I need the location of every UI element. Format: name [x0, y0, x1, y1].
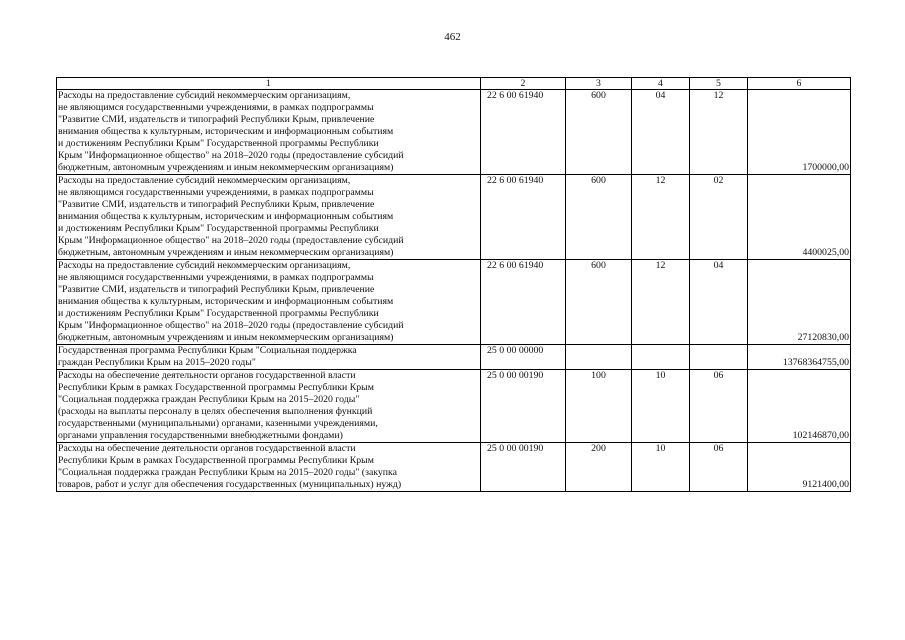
amount: 4400025,00	[748, 175, 851, 260]
target-article-code: 25 0 00 00000	[481, 345, 566, 370]
expense-type-code: 600	[566, 175, 632, 260]
section-code: 12	[632, 175, 690, 260]
target-article-code: 22 6 00 61940	[481, 260, 566, 345]
expense-name: Расходы на предоставление субсидий некоммерческим организациям, не являющимся государственными учреждениями, в рамках подпрограммы "Развитие СМИ, издательств и типографий Республики Крым, привлечение внимания общества к культурным, историческим и информационным событиям и достижениям Республики Крым" Государственной программы Республики Крым "Информационное общество" на 2018–2020 годы (предоставление субсидий бюджетным, автономным учреждениям и иным некоммерческим организациям)	[57, 175, 481, 260]
expense-type-code: 200	[566, 443, 632, 492]
target-article-code: 22 6 00 61940	[481, 175, 566, 260]
target-article-code: 25 0 00 00190	[481, 370, 566, 443]
expense-name: Расходы на обеспечение деятельности органов государственной власти Республики Крым в рамках Государственной программы Республики Крым "Социальная поддержка граждан Республики Крым на 2015–2020 годы" (закупка товаров, работ и услуг для обеспечения государственных (муниципальных) нужд)	[57, 443, 481, 492]
amount: 102146870,00	[748, 370, 851, 443]
table-row	[57, 443, 851, 492]
amount: 27120830,00	[748, 260, 851, 345]
subsection-code: 04	[690, 260, 748, 345]
table-row	[57, 175, 851, 260]
expense-type-code: 100	[566, 370, 632, 443]
page-number: 462	[444, 31, 461, 43]
amount: 13768364755,00	[748, 345, 851, 370]
section-code: 12	[632, 260, 690, 345]
section-code: 04	[632, 90, 690, 175]
table-row	[57, 345, 851, 370]
table-row	[57, 90, 851, 175]
expense-type-code: 600	[566, 90, 632, 175]
column-header: 5	[690, 78, 748, 90]
expense-name: Расходы на предоставление субсидий некоммерческим организациям, не являющимся государственными учреждениями, в рамках подпрограммы "Развитие СМИ, издательств и типографий Республики Крым, привлечение внимания общества к культурным, историческим и информационным событиям и достижениям Республики Крым" Государственной программы Республики Крым "Информационное общество" на 2018–2020 годы (предоставление субсидий бюджетным, автономным учреждениям и иным некоммерческим организациям)	[57, 260, 481, 345]
subsection-code: 06	[690, 443, 748, 492]
budget-table	[56, 77, 851, 492]
subsection-code: 12	[690, 90, 748, 175]
subsection-code: 02	[690, 175, 748, 260]
expense-name: Расходы на предоставление субсидий некоммерческим организациям, не являющимся государственными учреждениями, в рамках подпрограммы "Развитие СМИ, издательств и типографий Республики Крым, привлечение внимания общества к культурным, историческим и информационным событиям и достижениям Республики Крым" Государственной программы Республики Крым "Информационное общество" на 2018–2020 годы (предоставление субсидий бюджетным, автономным учреждениям и иным некоммерческим организациям)	[57, 90, 481, 175]
amount: 1700000,00	[748, 90, 851, 175]
column-header: 2	[481, 78, 566, 90]
amount: 9121400,00	[748, 443, 851, 492]
section-code: 10	[632, 443, 690, 492]
target-article-code: 25 0 00 00190	[481, 443, 566, 492]
expense-type-code: 600	[566, 260, 632, 345]
table-row	[57, 260, 851, 345]
subsection-code	[690, 345, 748, 370]
subsection-code: 06	[690, 370, 748, 443]
target-article-code: 22 6 00 61940	[481, 90, 566, 175]
expense-name: Расходы на обеспечение деятельности органов государственной власти Республики Крым в рамках Государственной программы Республики Крым "Социальная поддержка граждан Республики Крым на 2015–2020 годы" (расходы на выплаты персоналу в целях обеспечения выполнения функций государственными (муниципальными) органами, казенными учреждениями, органами управления государственными внебюджетными фондами)	[57, 370, 481, 443]
table-header-row	[57, 78, 851, 90]
section-code: 10	[632, 370, 690, 443]
column-header: 4	[632, 78, 690, 90]
section-code	[632, 345, 690, 370]
column-header: 3	[566, 78, 632, 90]
expense-type-code	[566, 345, 632, 370]
expense-name: Государственная программа Республики Крым "Социальная поддержка граждан Республики Крым на 2015–2020 годы"	[57, 345, 481, 370]
column-header: 6	[748, 78, 851, 90]
column-header: 1	[57, 78, 481, 90]
table-row	[57, 370, 851, 443]
